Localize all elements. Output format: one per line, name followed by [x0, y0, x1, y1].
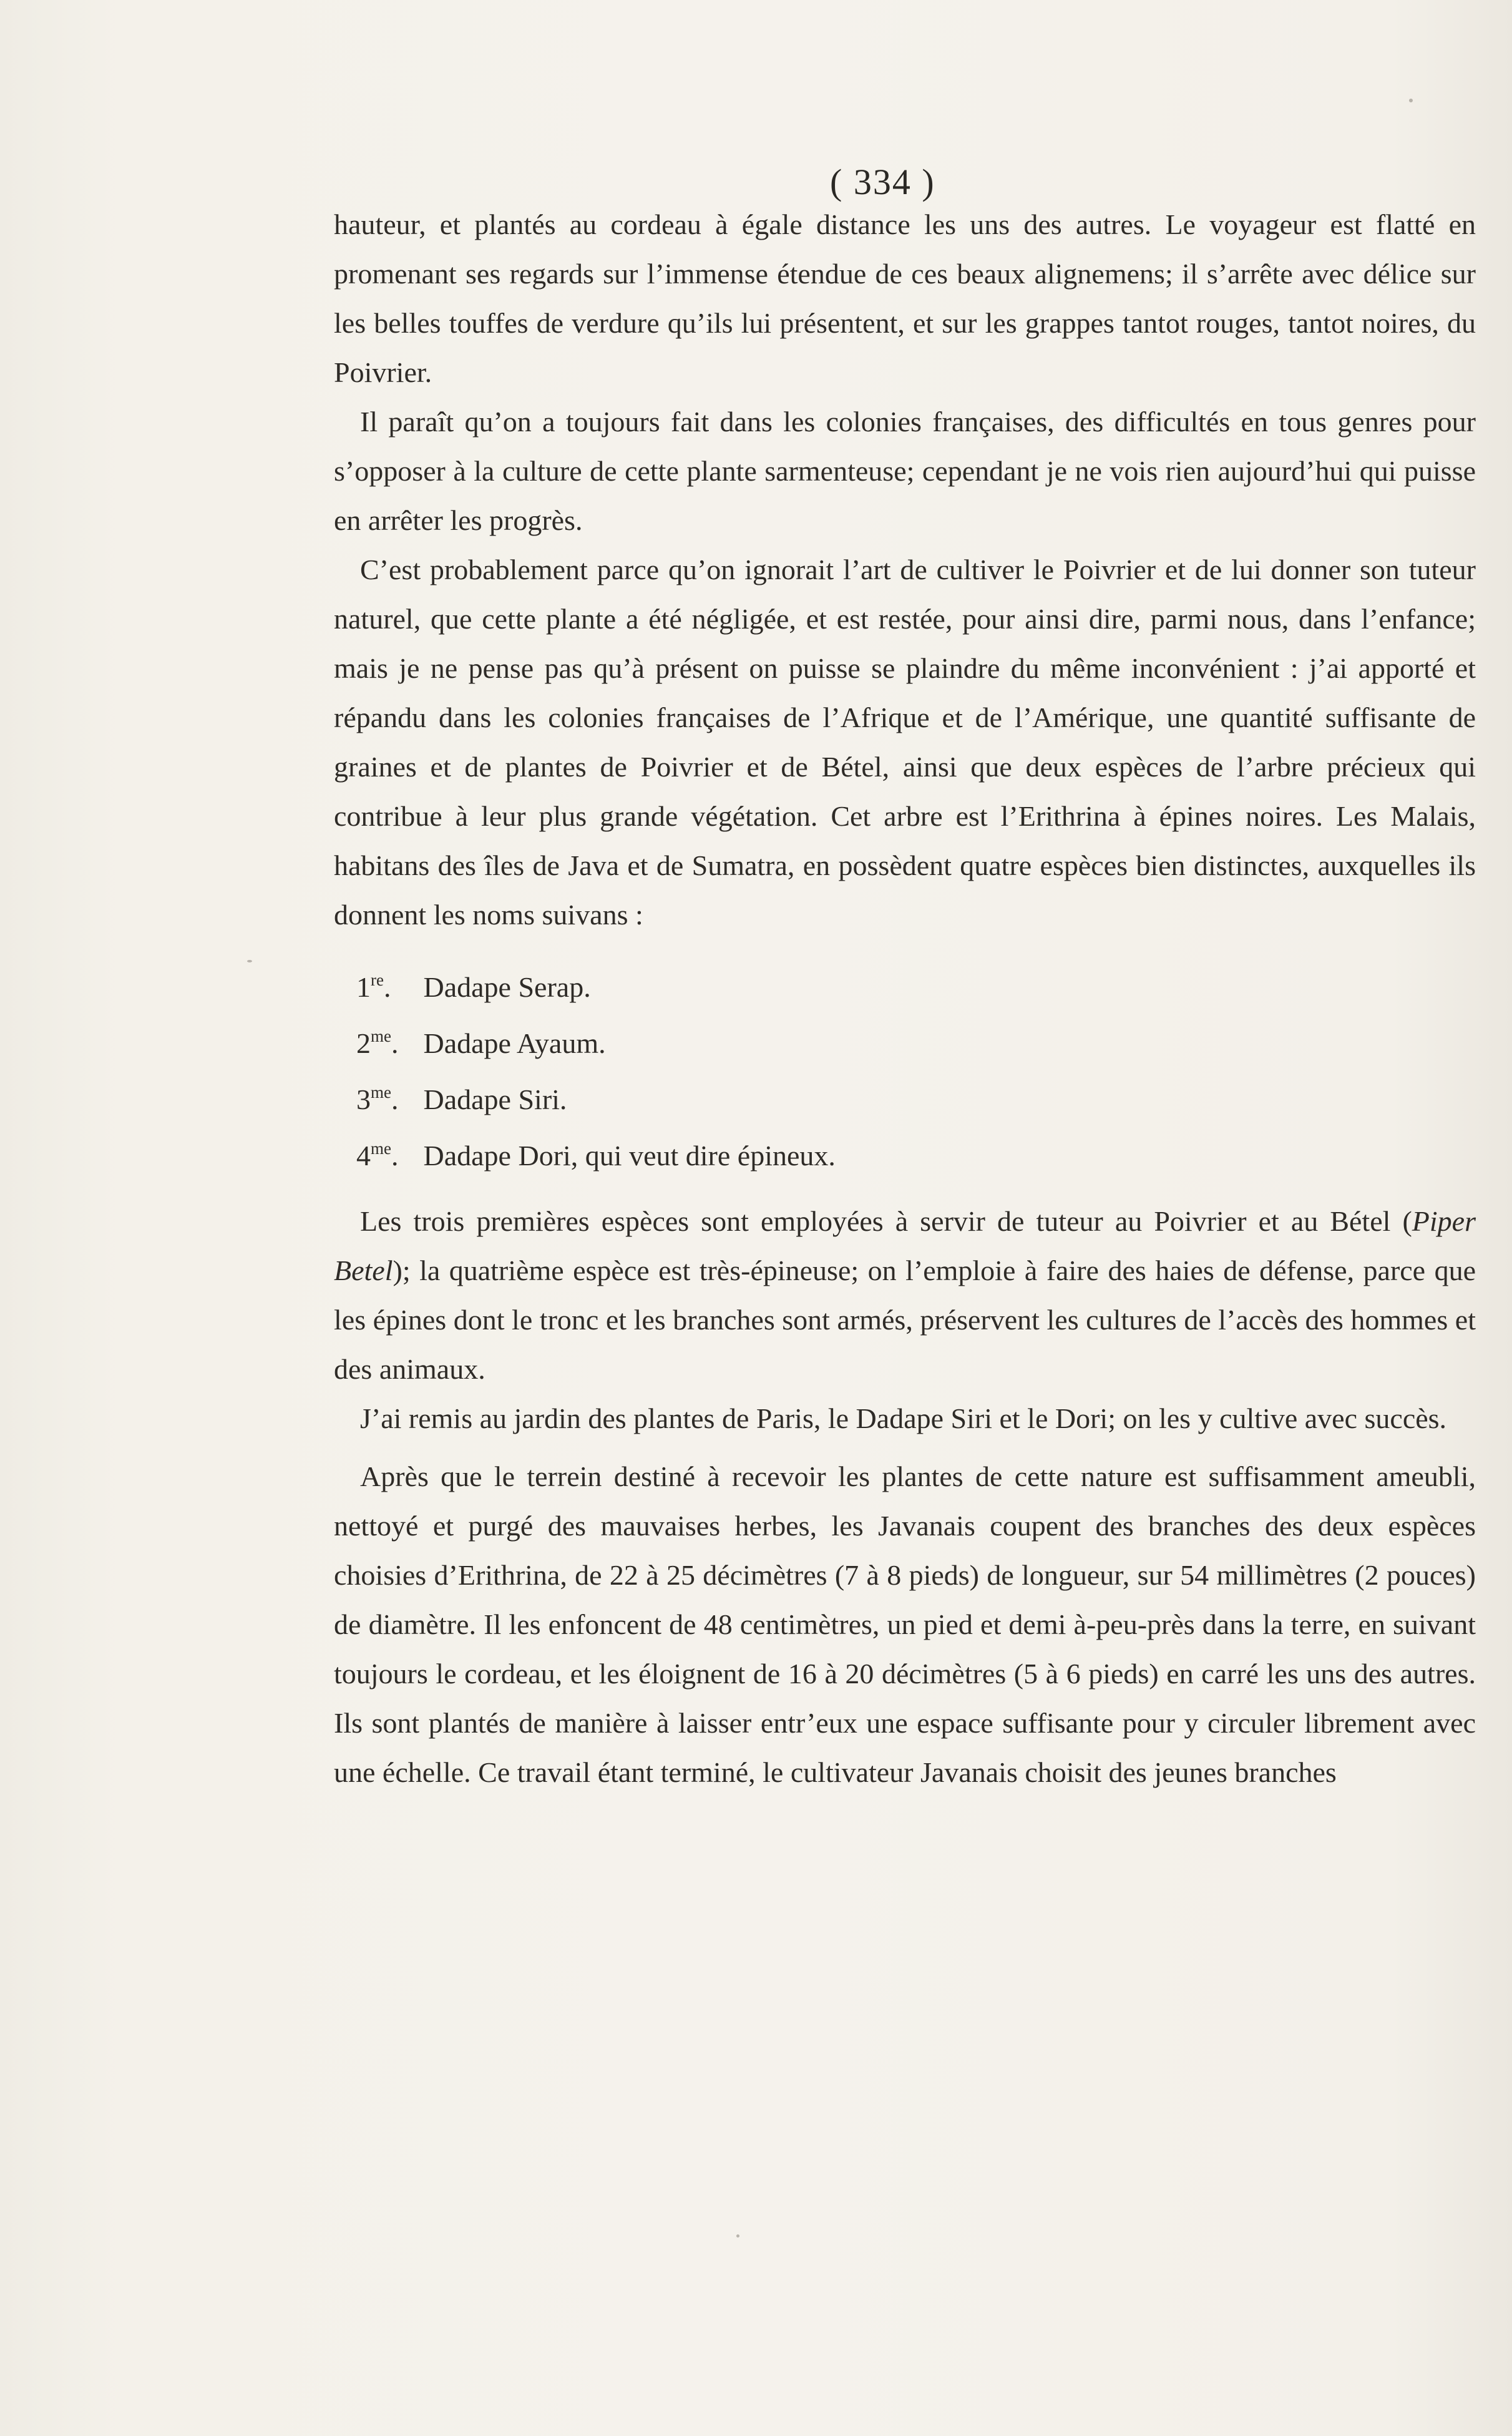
latin-name: Piper Betel [334, 1205, 1476, 1286]
list-item [356, 1012, 1476, 1068]
list-ordinal: $4^{me}$. [356, 1139, 399, 1172]
paragraph-1: hauteur, et plantés au cordeau à égale distance les uns des autres. Le voyageur est flatté en promenant ses regards sur l’immense étendue de ces beaux alignemens; il s’arrête avec délice sur les belles touffes de verdure qu’ils lui présentent, et sur les grappes tantot rouges, tantot noires, du Poivrier. [334, 208, 1476, 388]
list-item-name: Dadape Ayaum. [423, 1027, 606, 1059]
list-item [356, 1124, 1476, 1180]
species-list [356, 956, 1476, 1180]
list-item-name: Dadape Siri. [423, 1083, 567, 1115]
body-text [334, 200, 1476, 1797]
paragraph-5: J’ai remis au jardin des plantes de Paris, le Dadape Siri et le Dori; on les y cultive avec succès. [360, 1402, 1447, 1434]
paragraph-4: Les trois premières espèces sont employées à servir de tuteur au Poivrier et au Bétel (Piper Betel); la quatrième espèce est très-épineuse; on l’emploie à faire des haies de défense, parce que les épines dont le tronc et les branches sont armés, préservent les cultures de l’accès des hommes et des animaux. [334, 1205, 1476, 1385]
list-ordinal: $2^{me}$. [356, 1027, 399, 1059]
list-item-name: Dadape Serap. [423, 971, 591, 1003]
list-ordinal: $3^{me}$. [356, 1083, 399, 1115]
paragraph-2: Il paraît qu’on a toujours fait dans les colonies françaises, des difficultés en tous genres pour s’opposer à la culture de cette plante sarmenteuse; cependant je ne vois rien aujourd’hui qui puisse en arrêter les progrès. [334, 406, 1476, 536]
list-ordinal: 1re. [356, 971, 391, 1003]
paragraph-3: C’est probablement parce qu’on ignorait l’art de cultiver le Poivrier et de lui donner son tuteur naturel, que cette plante a été négligée, et est restée, pour ainsi dire, parmi nous, dans l’enfance; mais je ne pense pas qu’à présent on puisse se plaindre du même inconvénient : j’ai apporté et répandu dans les colonies françaises de l’Afrique et de l’Amérique, une quantité suffisante de graines et de plantes de Poivrier et de Bétel, ainsi que deux espèces de l’arbre précieux qui contribue à leur plus grande végétation. Cet arbre est l’Erithrina à épines noires. Les Malais, habitans des îles de Java et de Sumatra, en possèdent quatre espèces bien distinctes, auxquelles ils donnent les noms suivans : [334, 554, 1476, 931]
list-item [356, 1068, 1476, 1124]
paper-speck [247, 960, 252, 962]
list-item [356, 956, 1476, 1012]
list-item-name: Dadape Dori, qui veut dire épineux. [423, 1140, 836, 1172]
paper-speck [736, 2234, 739, 2238]
page-number: ( 334 ) [830, 162, 935, 202]
paragraph-6: Après que le terrein destiné à recevoir les plantes de cette nature est suffisamment ameubli, nettoyé et purgé des mauvaises herbes, les Javanais coupent des branches des deux espèces choisies d’Erithrina, de 22 à 25 décimètres (7 à 8 pieds) de longueur, sur 54 millimètres (2 pouces) de diamètre. Il les enfoncent de 48 centimètres, un pied et demi à-peu-près dans la terre, en suivant toujours le cordeau, et les éloignent de 16 à 20 décimètres (5 à 6 pieds) en carré les uns des autres. Ils sont plantés de manière à laisser entr’eux une espace suffisante pour y circuler librement avec une échelle. Ce travail étant terminé, le cultivateur Javanais choisit des jeunes branches [334, 1460, 1476, 1788]
paper-speck [1409, 99, 1413, 102]
